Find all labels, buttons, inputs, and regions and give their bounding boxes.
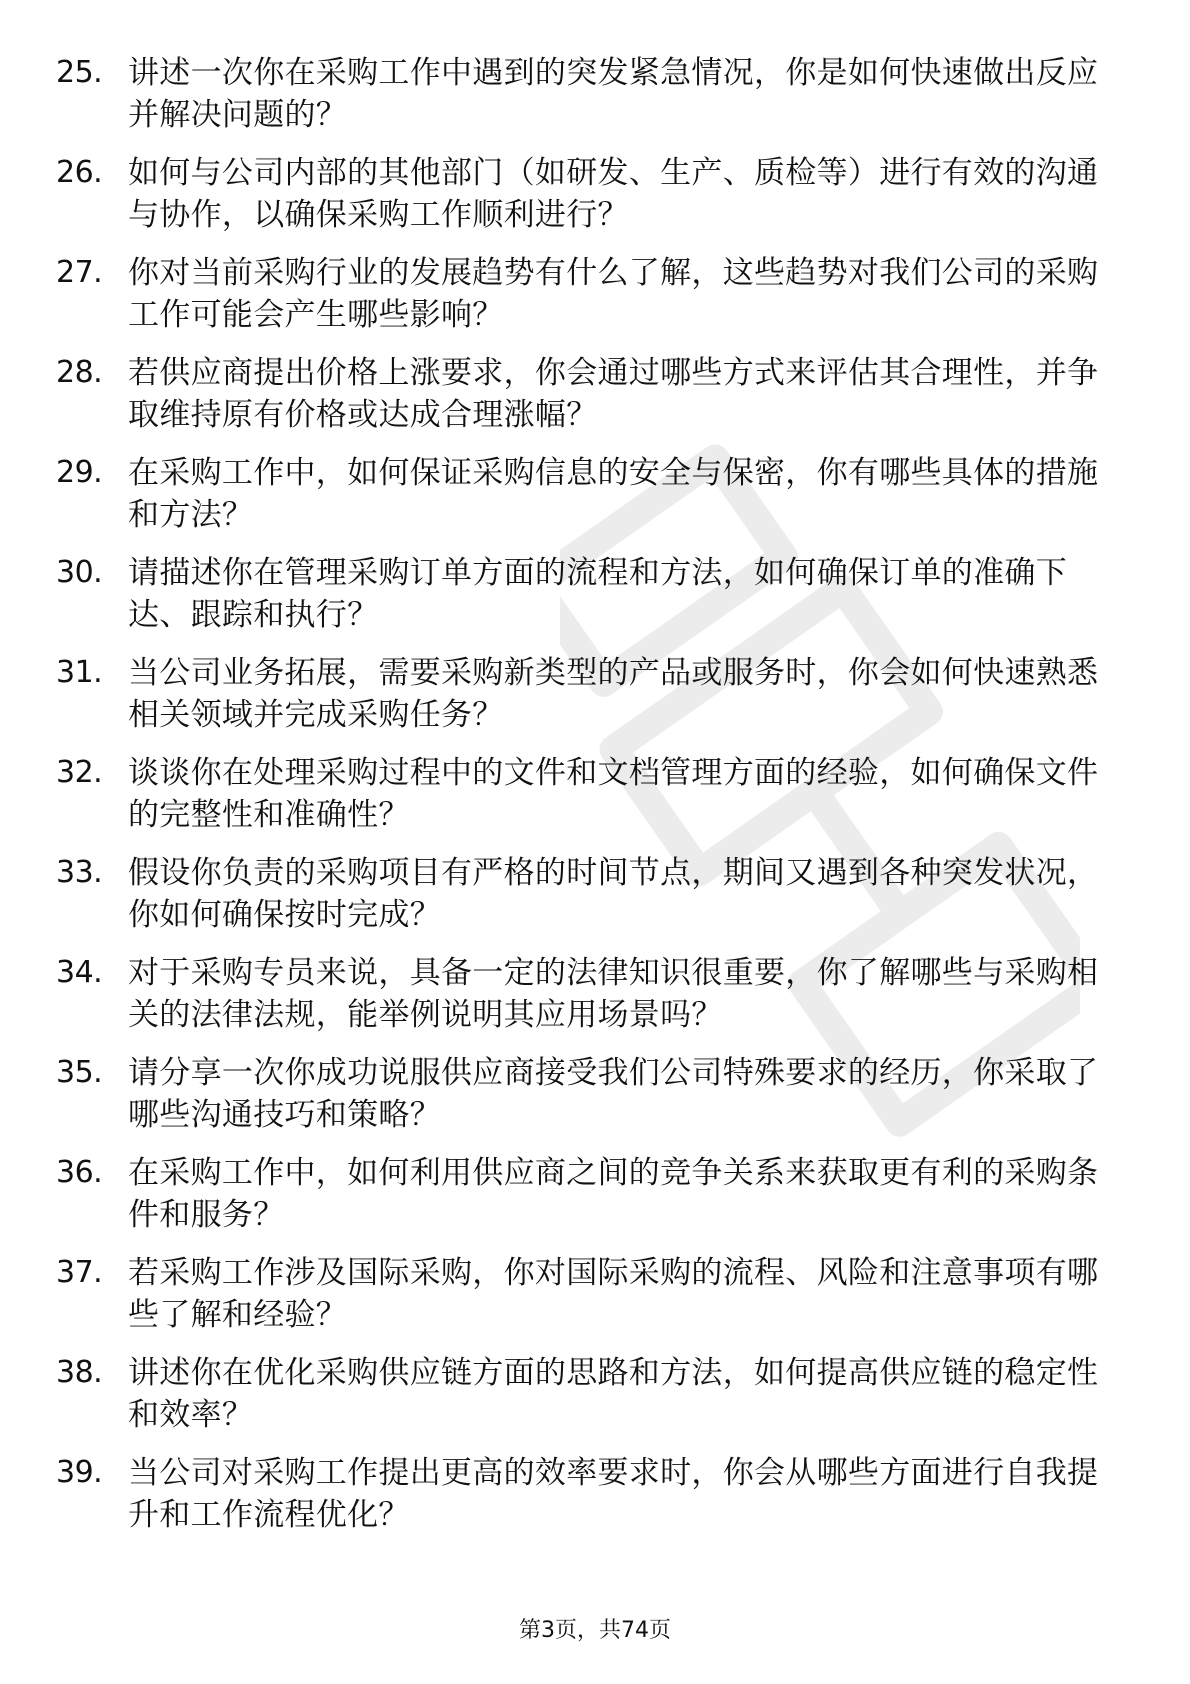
question-number: 37. — [56, 1255, 103, 1290]
question-text: 对于采购专员来说，具备一定的法律知识很重要，你了解哪些与采购相关的法律法规，能举例说明其应用场景吗？ — [128, 955, 1099, 1033]
question-text: 假设你负责的采购项目有严格的时间节点，期间又遇到各种突发状况，你如何确保按时完成？ — [128, 855, 1099, 933]
question-number: 33. — [56, 855, 103, 890]
question-text: 在采购工作中，如何保证采购信息的安全与保密，你有哪些具体的措施和方法？ — [128, 455, 1099, 533]
question-item — [56, 652, 1116, 752]
question-item — [56, 552, 1116, 652]
question-list — [56, 52, 1116, 1552]
question-item — [56, 1352, 1116, 1452]
question-text: 你对当前采购行业的发展趋势有什么了解，这些趋势对我们公司的采购工作可能会产生哪些影响？ — [128, 255, 1099, 333]
question-text: 请描述你在管理采购订单方面的流程和方法，如何确保订单的准确下达、跟踪和执行？ — [128, 555, 1067, 633]
question-number: 35. — [56, 1055, 103, 1090]
question-item — [56, 952, 1116, 1052]
question-text: 谈谈你在处理采购过程中的文件和文档管理方面的经验，如何确保文件的完整性和准确性？ — [128, 755, 1099, 833]
question-item — [56, 152, 1116, 252]
question-number: 32. — [56, 755, 103, 790]
page-footer: 第3页，共74页 — [519, 1618, 671, 1643]
question-text: 讲述一次你在采购工作中遇到的突发紧急情况，你是如何快速做出反应并解决问题的？ — [128, 55, 1099, 133]
question-item — [56, 1152, 1116, 1252]
question-number: 27. — [56, 255, 103, 290]
question-number: 26. — [56, 155, 103, 190]
question-number: 31. — [56, 655, 103, 690]
question-text: 当公司对采购工作提出更高的效率要求时，你会从哪些方面进行自我提升和工作流程优化？ — [128, 1455, 1099, 1533]
question-item — [56, 452, 1116, 552]
question-number: 30. — [56, 555, 103, 590]
question-text: 若采购工作涉及国际采购，你对国际采购的流程、风险和注意事项有哪些了解和经验？ — [128, 1255, 1099, 1333]
question-text: 在采购工作中，如何利用供应商之间的竞争关系来获取更有利的采购条件和服务？ — [128, 1155, 1099, 1233]
question-item — [56, 752, 1116, 852]
question-text: 当公司业务拓展，需要采购新类型的产品或服务时，你会如何快速熟悉相关领域并完成采购任务？ — [128, 655, 1099, 733]
question-item — [56, 1452, 1116, 1552]
question-number: 34. — [56, 955, 103, 990]
question-text: 若供应商提出价格上涨要求，你会通过哪些方式来评估其合理性，并争取维持原有价格或达成合理涨幅？ — [128, 355, 1099, 433]
question-number: 28. — [56, 355, 103, 390]
question-item — [56, 352, 1116, 452]
question-number: 25. — [56, 55, 103, 90]
question-item — [56, 852, 1116, 952]
question-text: 讲述你在优化采购供应链方面的思路和方法，如何提高供应链的稳定性和效率？ — [128, 1355, 1099, 1433]
question-item — [56, 52, 1116, 152]
question-item — [56, 1052, 1116, 1152]
question-text: 如何与公司内部的其他部门（如研发、生产、质检等）进行有效的沟通与协作，以确保采购工作顺利进行？ — [128, 155, 1099, 233]
question-number: 36. — [56, 1155, 103, 1190]
question-text: 请分享一次你成功说服供应商接受我们公司特殊要求的经历，你采取了哪些沟通技巧和策略？ — [128, 1055, 1099, 1133]
question-number: 39. — [56, 1455, 103, 1490]
question-item — [56, 252, 1116, 352]
question-number: 29. — [56, 455, 103, 490]
question-item — [56, 1252, 1116, 1352]
question-number: 38. — [56, 1355, 103, 1390]
